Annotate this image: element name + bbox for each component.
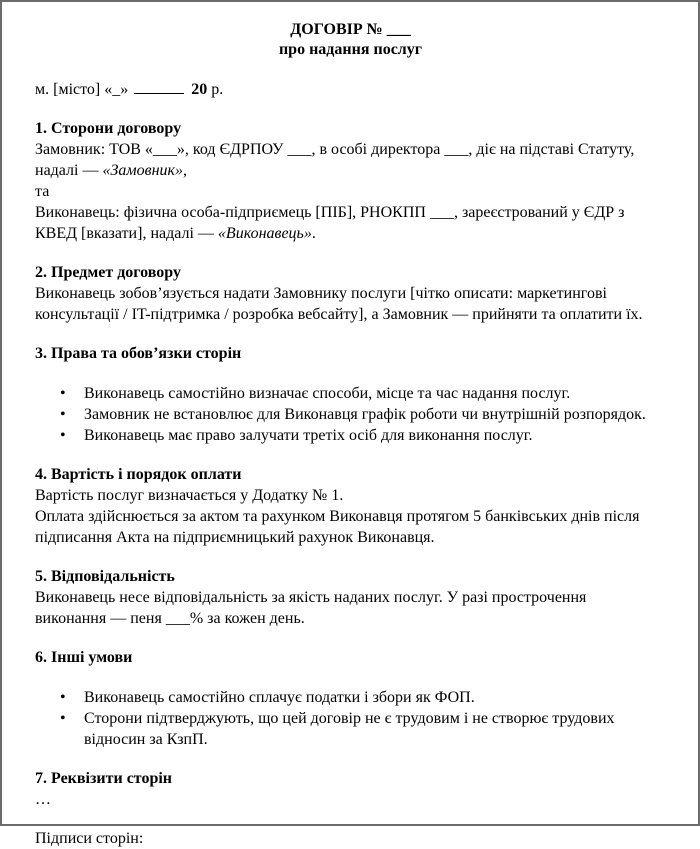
- section-text: Оплата здійснюється за актом та рахунком Виконавця протягом 5 банківських днів після: [35, 508, 640, 525]
- date-suffix: р.: [211, 81, 224, 98]
- bullet-icon: •: [60, 427, 66, 444]
- list-item: [35, 404, 666, 425]
- section-payment: [35, 464, 666, 548]
- date-line: [35, 79, 666, 100]
- contractor-alias-suffix: .: [311, 225, 316, 242]
- bullet-icon: •: [60, 385, 66, 402]
- section-rights: [35, 343, 666, 446]
- section-heading: 4. Вартість і порядок оплати: [35, 466, 242, 483]
- bullet-icon: •: [60, 710, 66, 727]
- section-heading: 5. Відповідальність: [35, 568, 175, 585]
- section-heading: 7. Реквізити сторін: [35, 770, 173, 787]
- section-other-terms: [35, 647, 666, 750]
- signatures-label: Підписи сторін:: [35, 830, 144, 847]
- other-terms-list: [35, 687, 666, 750]
- list-item-continuation: [35, 729, 666, 750]
- section-text: Виконавець несе відповідальність за якість наданих послуг. У разі прострочення: [35, 589, 587, 606]
- list-item-text: Сторони підтверджують, що цей договір не є трудовим і не створює трудових: [84, 710, 615, 727]
- list-item: [35, 425, 666, 446]
- section-text: Вартість послуг визначається у Додатку № 1.: [35, 487, 344, 504]
- list-item-text: відносин за КзпП.: [84, 731, 208, 748]
- section-text: підписання Акта на підприємницький рахунок Виконавця.: [35, 529, 435, 546]
- document-title: ДОГОВІР № ___: [290, 21, 411, 38]
- contractor-line: Виконавець: фізична особа-підприємець [ПІБ], РНОКПП ___, зареєстрований у ЄДР з: [35, 204, 625, 221]
- section-heading: 1. Сторони договору: [35, 120, 182, 137]
- contractor-alias-line: [35, 223, 666, 244]
- conjunction: та: [35, 183, 50, 200]
- section-text: Виконавець зобов’язується надати Замовнику послуги [чітко описати: маркетингові: [35, 285, 607, 302]
- list-item: [35, 687, 666, 708]
- section-text: консультації / IT-підтримка / розробка вебсайту], а Замовник — прийняти та оплатити їх.: [35, 306, 643, 323]
- bullet-icon: •: [60, 689, 66, 706]
- customer-alias-line: [35, 160, 666, 181]
- list-item-text: Виконавець має право залучати третіх осіб для виконання послуг.: [84, 427, 533, 444]
- section-subject: [35, 262, 666, 325]
- date-city-day: м. [місто] «_»: [35, 81, 129, 98]
- list-item-text: Виконавець самостійно сплачує податки і збори як ФОП.: [84, 689, 475, 706]
- list-item: [35, 383, 666, 404]
- section-liability: [35, 566, 666, 629]
- list-item-text: Замовник не встановлює для Виконавця графік роботи чи внутрішній розпорядок.: [84, 406, 646, 423]
- section-heading: 2. Предмет договору: [35, 264, 181, 281]
- section-parties: [35, 118, 666, 244]
- list-item: [35, 708, 666, 729]
- section-requisites: [35, 768, 666, 810]
- customer-alias-suffix: ,: [182, 162, 187, 179]
- customer-alias: «Замовник»: [102, 162, 183, 179]
- customer-line: Замовник: ТОВ «___», код ЄДРПОУ ___, в особі директора ___, діє на підставі Статуту,: [35, 141, 635, 158]
- bullet-icon: •: [60, 406, 66, 423]
- date-year: 20: [191, 81, 208, 98]
- section-text: …: [35, 791, 51, 808]
- section-text: виконання — пеня ___% за кожен день.: [35, 610, 305, 627]
- document-subtitle: про надання послуг: [278, 41, 423, 58]
- list-item-text: Виконавець самостійно визначає способи, місце та час надання послуг.: [84, 385, 571, 402]
- customer-alias-prefix: надалі —: [35, 162, 103, 179]
- contractor-alias: «Виконавець»: [217, 225, 312, 242]
- month-blank: [134, 79, 184, 94]
- contractor-alias-prefix: КВЕД [вказати], надалі —: [35, 225, 218, 242]
- section-heading: 6. Інші умови: [35, 649, 133, 666]
- section-heading: 3. Права та обов’язки сторін: [35, 345, 242, 362]
- rights-list: [35, 383, 666, 446]
